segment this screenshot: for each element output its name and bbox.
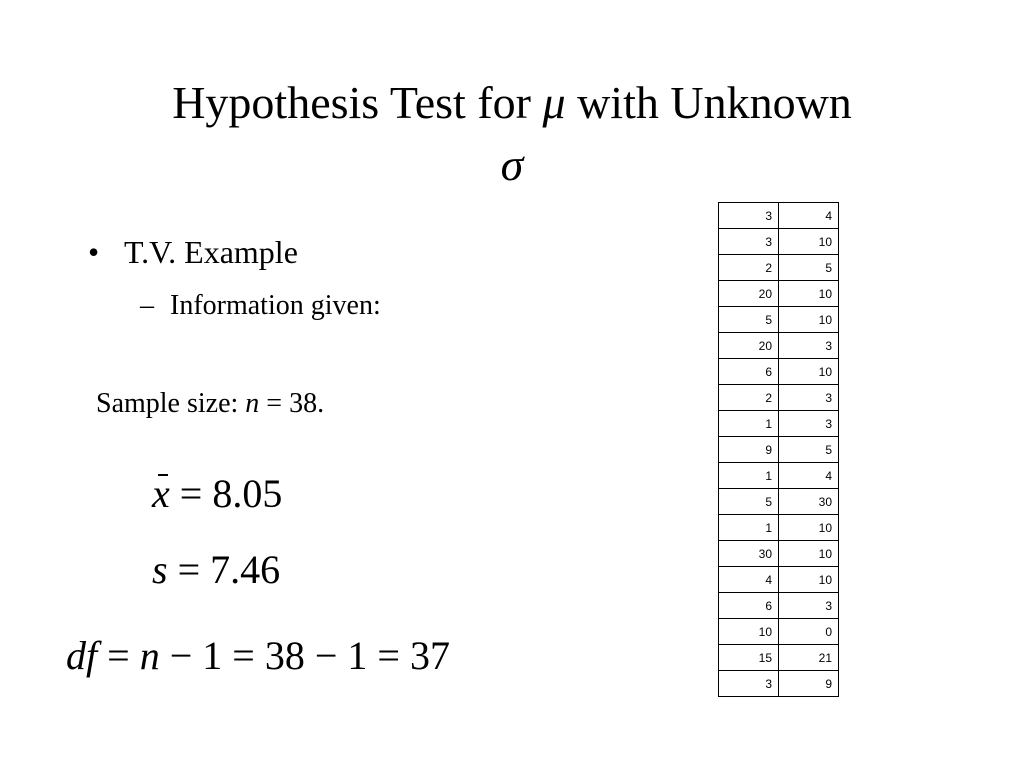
sub-bullet-text: Information given: [170, 290, 381, 321]
mu-symbol: μ [542, 77, 566, 128]
equation-std-dev: s = 7.46 [152, 547, 281, 592]
table-cell: 3 [719, 229, 779, 255]
table-row [719, 593, 839, 619]
table-cell: 21 [779, 645, 839, 671]
df-symbol: df [66, 633, 98, 678]
table-cell: 9 [719, 437, 779, 463]
bullet-text: T.V. Example [124, 234, 298, 270]
table-cell: 1 [719, 515, 779, 541]
table-row [719, 333, 839, 359]
table-cell: 10 [779, 541, 839, 567]
table-row [719, 281, 839, 307]
table-cell: 10 [779, 307, 839, 333]
bullet-dot-icon: • [88, 234, 100, 270]
equation-mean: x = 8.05 [152, 471, 283, 516]
table-cell: 20 [719, 281, 779, 307]
table-cell: 3 [779, 593, 839, 619]
dash-icon: – [140, 290, 154, 321]
table-cell: 3 [779, 385, 839, 411]
table-cell: 10 [779, 281, 839, 307]
sample-label: Sample size: [96, 388, 246, 419]
table-cell: 10 [719, 619, 779, 645]
table-cell: 6 [719, 359, 779, 385]
table-cell: 3 [779, 333, 839, 359]
table-cell: 30 [719, 541, 779, 567]
df-result: 37 [409, 633, 450, 678]
table-cell: 1 [719, 411, 779, 437]
table-cell: 20 [719, 333, 779, 359]
table-cell: 15 [719, 645, 779, 671]
table-cell: 5 [779, 437, 839, 463]
table-cell: 1 [719, 463, 779, 489]
table-row [719, 437, 839, 463]
table-cell: 2 [719, 255, 779, 281]
s-symbol: s [152, 547, 168, 592]
bullet-item [88, 232, 298, 272]
sample-var: n [245, 388, 260, 419]
table-row [719, 619, 839, 645]
data-table-body [719, 203, 839, 697]
table-row [719, 255, 839, 281]
data-table [718, 202, 839, 697]
title-text-end: with Unknown [565, 77, 852, 128]
table-row [719, 671, 839, 697]
table-row [719, 307, 839, 333]
table-cell: 3 [779, 411, 839, 437]
table-row [719, 385, 839, 411]
table-cell: 6 [719, 593, 779, 619]
std-dev-value: 7.46 [210, 547, 281, 592]
table-cell: 5 [779, 255, 839, 281]
table-row [719, 541, 839, 567]
table-row [719, 515, 839, 541]
table-cell: 3 [719, 203, 779, 229]
slide-title [0, 72, 1024, 196]
table-row [719, 229, 839, 255]
table-cell: 3 [719, 671, 779, 697]
table-row [719, 411, 839, 437]
table-cell: 4 [779, 203, 839, 229]
table-cell: 5 [719, 307, 779, 333]
table-cell: 10 [779, 229, 839, 255]
table-row [719, 203, 839, 229]
sigma-symbol: σ [500, 139, 524, 190]
table-cell: 9 [779, 671, 839, 697]
table-row [719, 359, 839, 385]
table-cell: 5 [719, 489, 779, 515]
table-row [719, 463, 839, 489]
table-cell: 2 [719, 385, 779, 411]
table-row [719, 645, 839, 671]
table-cell: 4 [719, 567, 779, 593]
x-bar-symbol: x [152, 471, 170, 516]
n-symbol: n [139, 633, 160, 678]
table-cell: 30 [779, 489, 839, 515]
table-row [719, 489, 839, 515]
mean-value: 8.05 [212, 471, 283, 516]
df-one-a: 1 [202, 633, 223, 678]
table-cell: 0 [779, 619, 839, 645]
sample-value: = 38. [259, 388, 325, 419]
table-cell: 10 [779, 515, 839, 541]
table-cell: 10 [779, 359, 839, 385]
sample-size-text [96, 386, 324, 422]
df-one-b: 1 [347, 633, 368, 678]
table-cell: 10 [779, 567, 839, 593]
sub-bullet-item [140, 288, 381, 324]
table-cell: 4 [779, 463, 839, 489]
equation-degrees-freedom: df = n − 1 = 38 − 1 = 37 [66, 633, 450, 678]
title-text-start: Hypothesis Test for [172, 77, 543, 128]
table-row [719, 567, 839, 593]
df-n-value: 38 [264, 633, 305, 678]
